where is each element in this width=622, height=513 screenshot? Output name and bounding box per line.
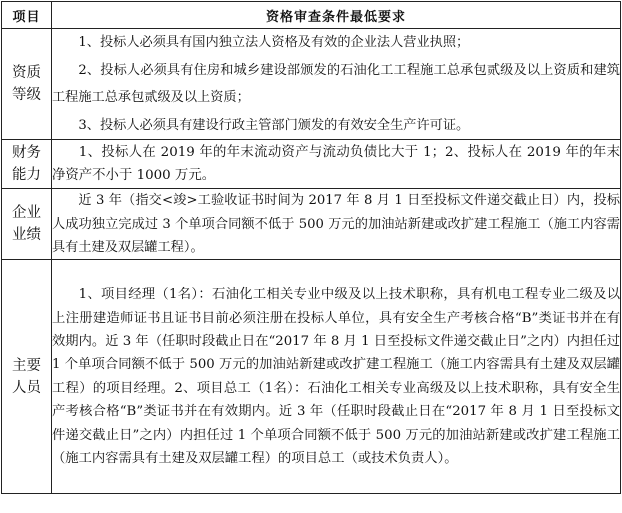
- requirement-text: 2、投标人必须具有住房和城乡建设部颁发的石油化工工程施工总承包贰级及以上资质和建筑工程施工总承包贰级及以上资质；: [52, 62, 620, 106]
- header-item: 项目: [2, 2, 52, 29]
- header-requirements: 资格审查条件最低要求: [52, 2, 621, 29]
- category-label: 等级: [12, 87, 41, 104]
- category-label: 能力: [12, 167, 41, 184]
- requirement-cell: [52, 29, 621, 140]
- table-row-finance: [2, 140, 621, 189]
- table-row-performance: [2, 189, 621, 260]
- category-cell: [2, 189, 52, 260]
- table-header-row: [2, 2, 621, 29]
- requirement-text: 1、投标人在 2019 年的年末流动资产与流动负债比大于 1；2、投标人在 2019 年的年末净资产不小于 1000 万元。: [52, 145, 620, 184]
- requirement-cell: [52, 260, 621, 494]
- requirement-cell: [52, 189, 621, 260]
- category-cell: [2, 29, 52, 140]
- requirement-cell: [52, 140, 621, 189]
- table-row-qualification: [2, 29, 621, 140]
- category-cell: [2, 140, 52, 189]
- category-label: 企业: [12, 205, 41, 222]
- requirement-text: 1、项目经理（1名）：石油化工相关专业中级及以上技术职称，具有机电工程专业二级及以上注册建造师证书且证书目前必须注册在投标人单位，具有安全生产考核合格“B”类证书并在有效期内。近 3 年（任职时段截止日在“2017 年 8 月 1 日至投标文件递交截止日”之内）内担任过 1 个单项合同额不低于 500 万元的加油站新建或改扩建工程施工（施工内容需具有土建及双层罐工程）的项目经理。2、项目总工（1名）：石油化工相关专业高级及以上技术职称，具有安全生产考核合格“B”类证书并在有效期内。近 3 年（任职时段截止日在“2017 年 8 月 1 日至投标文件递交截止日”之内）内担任过 1 个单项合同额不低于 500 万元的加油站新建或改扩建工程施工（施工内容需具有土建及双层罐工程）的项目总工（或技术负责人）。: [52, 287, 620, 467]
- category-label: 业绩: [12, 227, 41, 244]
- qualification-table: [1, 1, 621, 494]
- category-label: 资质: [12, 65, 41, 82]
- category-label: 财务: [12, 145, 41, 162]
- category-cell: [2, 260, 52, 494]
- requirement-text: 近 3 年（指交<竣>工验收证书时间为 2017 年 8 月 1 日至投标文件递交截止日）内，投标人成功独立完成过 3 个单项合同额不低于 500 万元的加油站新建或改扩建工程施工（施工内容需具有土建及双层罐工程）。: [52, 193, 620, 256]
- requirement-text: 3、投标人必须具有建设行政主管部门颁发的有效安全生产许可证。: [78, 117, 470, 133]
- table-row-personnel: [2, 260, 621, 494]
- category-label: 人员: [12, 379, 41, 396]
- requirement-text: 1、投标人必须具有国内独立法人资格及有效的企业法人营业执照；: [78, 35, 470, 50]
- category-label: 主要: [12, 357, 41, 374]
